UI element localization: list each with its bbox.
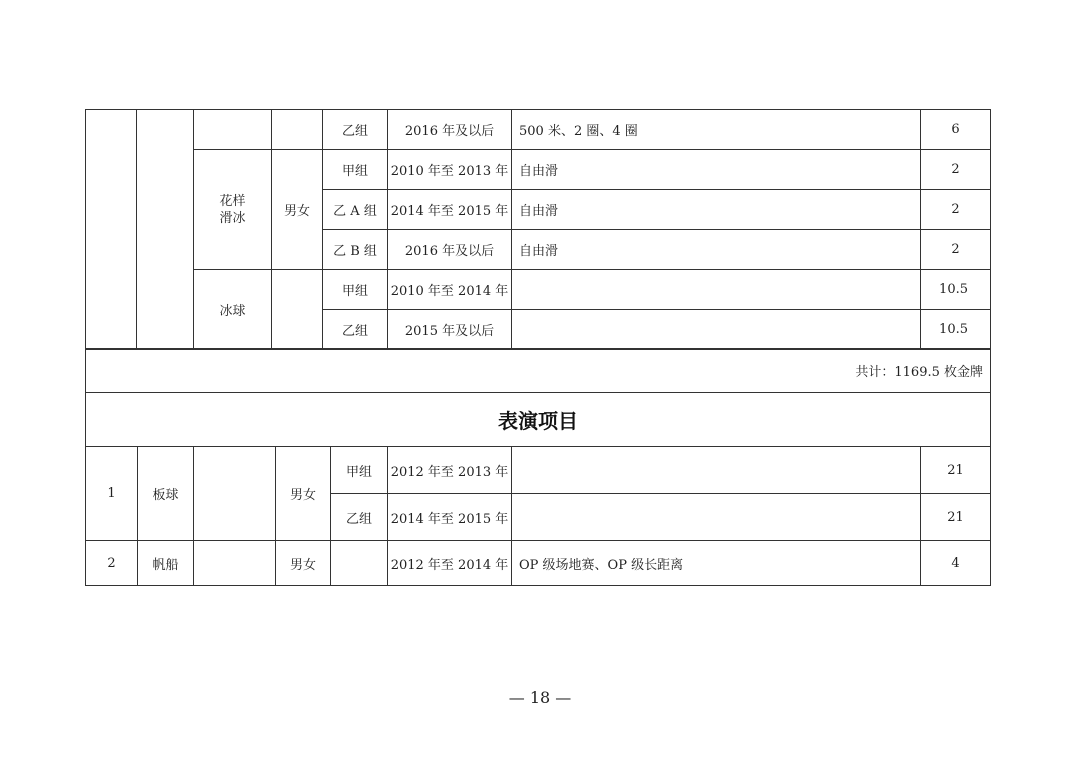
category-cell (137, 110, 194, 350)
number-cell (86, 110, 137, 350)
events-cell: OP 级场地赛、OP 级长距离 (512, 541, 921, 586)
years-cell: 2016 年及以后 (388, 110, 512, 150)
group-cell: 乙组 (323, 310, 388, 350)
events-cell (512, 494, 921, 541)
medals-cell: 21 (921, 447, 991, 494)
table-row (86, 150, 991, 190)
medals-cell: 6 (921, 110, 991, 150)
events-cell (512, 310, 921, 350)
category-cell (194, 447, 276, 541)
group-cell: 乙 A 组 (323, 190, 388, 230)
medals-cell: 2 (921, 230, 991, 270)
section-heading: 表演项目 (86, 393, 991, 447)
years-cell: 2012 年至 2014 年 (388, 541, 512, 586)
group-cell: 甲组 (323, 270, 388, 310)
sport-cell (194, 110, 272, 150)
table-row (86, 447, 991, 494)
events-cell: 500 米、2 圈、4 圈 (512, 110, 921, 150)
group-cell: 乙组 (323, 110, 388, 150)
years-cell: 2014 年至 2015 年 (388, 190, 512, 230)
sport-cell-cricket: 板球 (138, 447, 194, 541)
sport-cell-figure-skating (194, 150, 272, 270)
number-cell: 2 (86, 541, 138, 586)
gender-cell (272, 270, 323, 350)
medals-cell: 10.5 (921, 310, 991, 350)
medal-table-continued (85, 109, 991, 350)
medals-cell: 2 (921, 150, 991, 190)
sport-cell-sailing: 帆船 (138, 541, 194, 586)
years-cell: 2015 年及以后 (388, 310, 512, 350)
events-cell: 自由滑 (512, 230, 921, 270)
years-cell: 2012 年至 2013 年 (388, 447, 512, 494)
total-cell: 共计：1169.5 枚金牌 (86, 349, 991, 393)
group-cell: 乙 B 组 (323, 230, 388, 270)
table-row (86, 110, 991, 150)
events-cell (512, 447, 921, 494)
medals-cell: 10.5 (921, 270, 991, 310)
category-cell (194, 541, 276, 586)
table-row (86, 541, 991, 586)
table-row (86, 270, 991, 310)
medals-cell: 21 (921, 494, 991, 541)
years-cell: 2010 年至 2014 年 (388, 270, 512, 310)
group-cell: 乙组 (331, 494, 388, 541)
sport-label: 花样滑冰 (219, 193, 246, 226)
group-cell: 甲组 (323, 150, 388, 190)
gender-cell: 男女 (276, 447, 331, 541)
years-cell: 2014 年至 2015 年 (388, 494, 512, 541)
demonstration-table (85, 348, 991, 586)
gender-cell: 男女 (276, 541, 331, 586)
medals-cell: 2 (921, 190, 991, 230)
sport-cell-ice-hockey: 冰球 (194, 270, 272, 350)
years-cell: 2016 年及以后 (388, 230, 512, 270)
medals-cell: 4 (921, 541, 991, 586)
gender-cell (272, 110, 323, 150)
events-cell (512, 270, 921, 310)
number-cell: 1 (86, 447, 138, 541)
gender-cell: 男女 (272, 150, 323, 270)
total-row (86, 349, 991, 393)
group-cell: 甲组 (331, 447, 388, 494)
events-cell: 自由滑 (512, 150, 921, 190)
section-heading-row (86, 393, 991, 447)
group-cell (331, 541, 388, 586)
years-cell: 2010 年至 2013 年 (388, 150, 512, 190)
page-number: — 18 — (508, 688, 572, 707)
events-cell: 自由滑 (512, 190, 921, 230)
